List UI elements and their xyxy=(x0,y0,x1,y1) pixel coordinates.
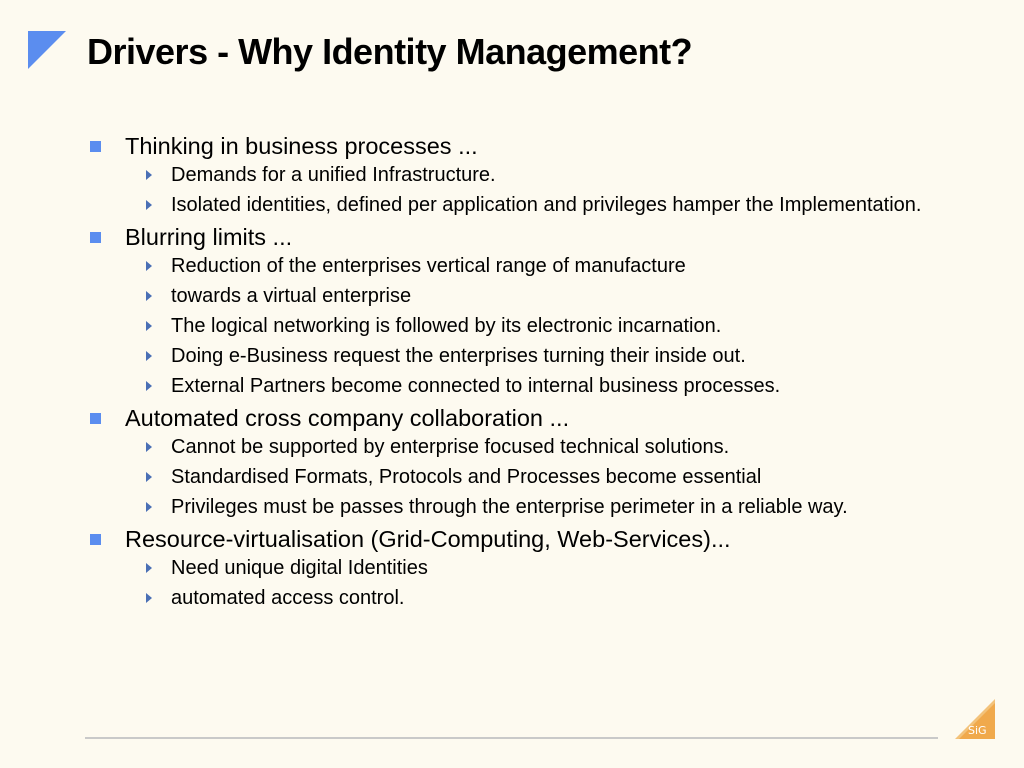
slide-title: Drivers - Why Identity Management? xyxy=(87,31,693,72)
sub-bullet-text: Demands for a unified Infrastructure. xyxy=(171,164,496,186)
sub-bullet-list xyxy=(133,164,968,217)
arrow-bullet-icon xyxy=(146,351,152,361)
corner-triangle-icon xyxy=(28,31,66,69)
logo-text: SiG xyxy=(968,724,987,737)
sub-bullet-text: automated access control. xyxy=(171,587,405,609)
sub-bullet-text: towards a virtual enterprise xyxy=(171,285,412,307)
arrow-bullet-icon xyxy=(146,593,152,603)
arrow-bullet-icon xyxy=(146,563,152,573)
sub-bullet-item xyxy=(133,194,968,217)
sub-bullet-text: External Partners become connected to internal business processes. xyxy=(171,375,781,397)
sub-bullet-item xyxy=(133,496,968,519)
arrow-bullet-icon xyxy=(146,291,152,301)
sub-bullet-item xyxy=(133,164,968,187)
bullet-list xyxy=(88,133,968,617)
bullet-label: Resource-virtualisation (Grid-Computing, Web-Services)... xyxy=(125,526,731,552)
arrow-bullet-icon xyxy=(146,442,152,452)
sub-bullet-item xyxy=(133,315,968,338)
arrow-bullet-icon xyxy=(146,472,152,482)
sub-bullet-text: Isolated identities, defined per application and privileges hamper the Implementation. xyxy=(171,194,922,216)
bullet-item xyxy=(88,526,968,610)
sub-bullet-item xyxy=(133,285,968,308)
sub-bullet-list xyxy=(133,557,968,610)
bullet-item xyxy=(88,224,968,398)
arrow-bullet-icon xyxy=(146,170,152,180)
footer-divider xyxy=(85,737,938,739)
bullet-item xyxy=(88,405,968,519)
bullet-label: Automated cross company collaboration ... xyxy=(125,405,570,431)
square-bullet-icon xyxy=(90,413,101,424)
sub-bullet-text: The logical networking is followed by its electronic incarnation. xyxy=(171,315,722,337)
sub-bullet-text: Privileges must be passes through the enterprise perimeter in a reliable way. xyxy=(171,496,848,518)
arrow-bullet-icon xyxy=(146,261,152,271)
sub-bullet-text: Need unique digital Identities xyxy=(171,557,428,579)
square-bullet-icon xyxy=(90,232,101,243)
sub-bullet-item xyxy=(133,345,968,368)
sub-bullet-item xyxy=(133,255,968,278)
arrow-bullet-icon xyxy=(146,502,152,512)
arrow-bullet-icon xyxy=(146,321,152,331)
sub-bullet-item xyxy=(133,436,968,459)
sub-bullet-item xyxy=(133,375,968,398)
arrow-bullet-icon xyxy=(146,381,152,391)
bullet-item xyxy=(88,133,968,217)
sub-bullet-item xyxy=(133,557,968,580)
sub-bullet-text: Reduction of the enterprises vertical range of manufacture xyxy=(171,255,686,277)
sub-bullet-list xyxy=(133,255,968,398)
square-bullet-icon xyxy=(90,534,101,545)
arrow-bullet-icon xyxy=(146,200,152,210)
bullet-label: Thinking in business processes ... xyxy=(125,133,478,159)
sub-bullet-item xyxy=(133,466,968,489)
sub-bullet-list xyxy=(133,436,968,519)
sub-bullet-item xyxy=(133,587,968,610)
sub-bullet-text: Cannot be supported by enterprise focused technical solutions. xyxy=(171,436,730,458)
bullet-label: Blurring limits ... xyxy=(125,224,293,250)
sub-bullet-text: Standardised Formats, Protocols and Processes become essential xyxy=(171,466,762,488)
square-bullet-icon xyxy=(90,141,101,152)
sub-bullet-text: Doing e-Business request the enterprises turning their inside out. xyxy=(171,345,746,367)
